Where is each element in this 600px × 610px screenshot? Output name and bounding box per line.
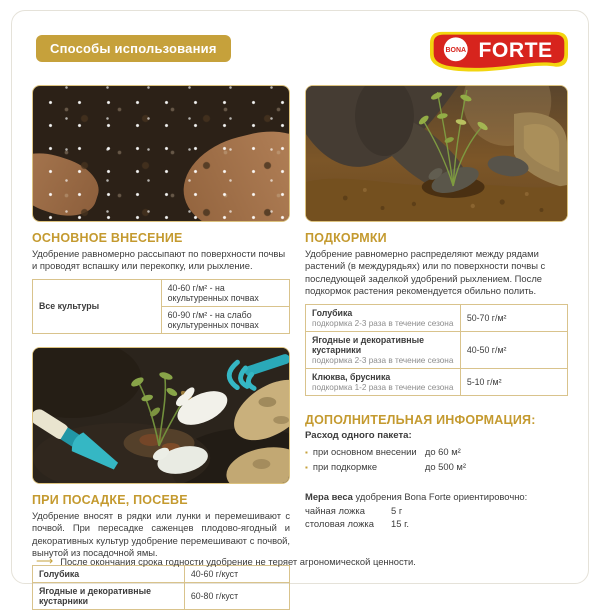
photo-planting-gloves-tools (32, 347, 290, 484)
spoon-label: столовая ложка (305, 518, 374, 530)
crop-cell: Клюква, брусника подкормка 1-2 раза в течение сезона (306, 368, 461, 395)
crop-cell: Ягодные и декоративные кустарники подкормка 2-3 раза в течение сезона (306, 331, 461, 368)
arrow-icon: ⟶ (36, 554, 54, 568)
content-columns (12, 75, 588, 610)
table-row (33, 279, 290, 306)
usage-label: при подкормке (312, 460, 378, 472)
measure-rest: удобрения Bona Forte ориентировочно: (352, 491, 528, 502)
feeding-text: Удобрение равномерно распределяют между рядами растений (в междурядьях) или по поверхности почвы с последующей заделкой удобрений рыхлением. После подкормок растения рекомендуется обильно полить. (305, 248, 546, 297)
usage-value: до 60 м² (424, 445, 461, 457)
right-column (305, 85, 568, 610)
table-row (33, 566, 290, 583)
spoon-label: чайная ложка (305, 504, 365, 516)
feeding-title: ПОДКОРМКИ (305, 231, 387, 245)
spoon-value: 15 г. (391, 518, 409, 530)
package-usage-heading: Расход одного пакета: (305, 429, 412, 441)
dose-cell: 50-70 г/м² (460, 304, 567, 331)
spoon-row (305, 517, 568, 531)
crop-cell: Ягодные и декоративные кустарники (33, 583, 185, 610)
photo-seedling-soil (305, 85, 568, 222)
dose-cell: 40-60 г/куст (184, 566, 289, 583)
planting-table (32, 565, 290, 610)
table-row (306, 304, 568, 331)
basic-application-title: ОСНОВНОЕ ВНЕСЕНИЕ (32, 231, 183, 245)
dose-cell: 5-10 г/м² (460, 368, 567, 395)
bullet-icon: ▪ (305, 447, 308, 457)
additional-info-title: ДОПОЛНИТЕЛЬНАЯ ИНФОРМАЦИЯ: (305, 412, 536, 427)
logo-forte-text: FORTE (478, 39, 553, 63)
planting-text: Удобрение вносят в рядки или лунки и перемешивают с почвой. При пересадке саженцев плодово-ягодный и декоративных культур удобрение перемешивают с почвой, вынутой из посадочной ямы. (32, 509, 291, 559)
usage-item (305, 460, 568, 475)
weight-measure-line (305, 490, 568, 504)
crop-cell: Голубика подкормка 2-3 раза в течение сезона (306, 304, 461, 331)
table-row (33, 583, 290, 610)
feeding-table (305, 304, 568, 396)
spoon-row (305, 504, 568, 518)
dose-cell: 40-50 г/м² (460, 331, 567, 368)
spoon-value: 5 г (391, 504, 403, 516)
table-row (306, 331, 568, 368)
usage-item (305, 445, 568, 460)
crop-cell: Голубика (33, 566, 185, 583)
usage-label: при основном внесении (312, 445, 417, 457)
fertilizer-granules (33, 86, 289, 221)
measure-bold: Мера веса (305, 491, 353, 502)
content-frame (11, 10, 589, 607)
dose-cell: 60-80 г/куст (184, 583, 289, 610)
planting-scene-art (33, 348, 289, 483)
basic-application-table (32, 279, 290, 334)
seedling-scene-art (306, 86, 567, 221)
bullet-icon: ▪ (305, 462, 308, 472)
footnote-text: После окончания срока годности удобрение не теряет агрономической ценности. (60, 555, 416, 567)
top-bar (12, 11, 588, 75)
usage-value: до 500 м² (424, 460, 466, 472)
logo-bona-text: BONA (445, 47, 467, 55)
basic-application-text: Удобрение равномерно рассыпают по поверхности почвы и проводят вспашку или перекопку, или рыхление. (32, 248, 286, 272)
dose-cell: 40-60 г/м² - на окультуренных почвах (161, 279, 289, 306)
planting-title: ПРИ ПОСАДКЕ, ПОСЕВЕ (32, 492, 188, 507)
crop-label-cell: Все культуры (33, 279, 162, 333)
table-row (306, 368, 568, 395)
usage-methods-badge: Способы использования (36, 35, 231, 62)
photo-soil-hands (32, 85, 290, 222)
bona-forte-logo (430, 31, 568, 75)
footnote (36, 555, 416, 567)
dose-cell: 60-90 г/м² - на слабо окультуренных почвах (161, 306, 289, 333)
left-column (32, 85, 290, 610)
